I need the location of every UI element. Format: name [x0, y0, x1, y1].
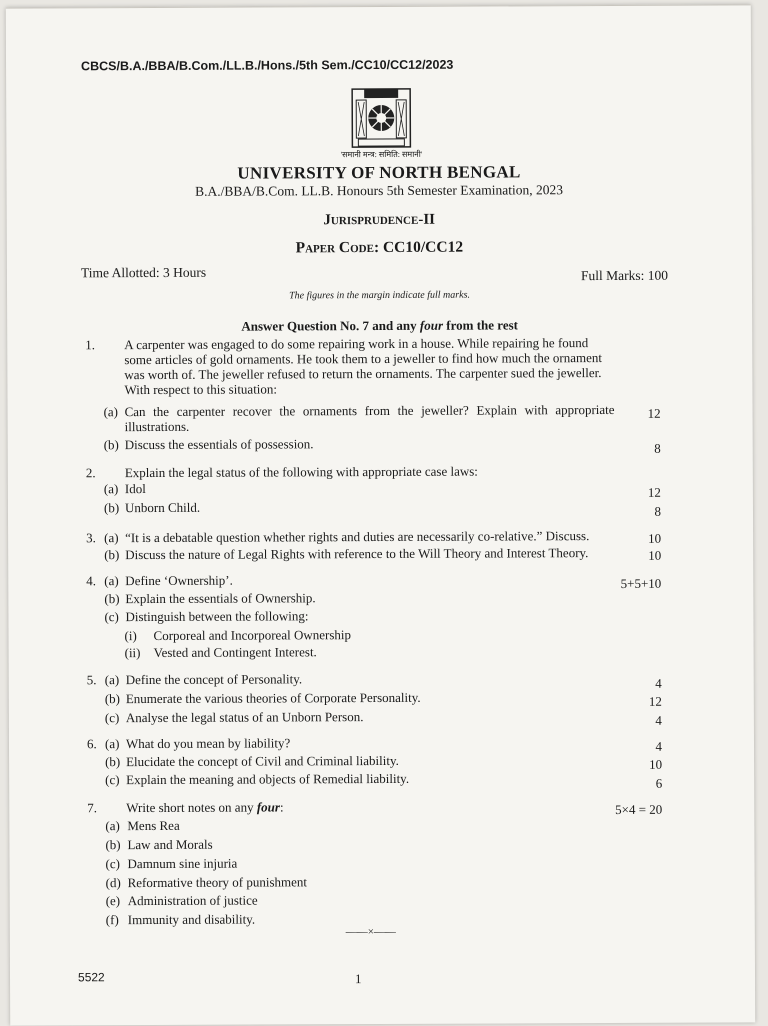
marks: 12: [648, 693, 662, 709]
part-label: (b): [104, 547, 120, 563]
part-label: (b): [103, 500, 120, 516]
marks: 5×4 = 20: [615, 801, 663, 817]
part-label: (a): [104, 736, 120, 752]
marks: 10: [648, 547, 662, 563]
note-label: (b): [105, 837, 121, 853]
part-text: Explain the meaning and objects of Remedial liability.: [126, 770, 410, 788]
part-label: (b): [105, 754, 121, 770]
note-text: Law and Morals: [127, 836, 213, 853]
subject-title: Jurisprudence-II: [323, 211, 436, 229]
note-label: (f): [105, 912, 119, 928]
question-stem: A carpenter was engaged to do some repairing work in a house. While repairing he found some articles of gold ornaments. He took them to a jeweller to find how much the ornament was worth of. The jeweller refused to return the ornaments. The carpenter sued the jeweller. With respect to this situation:: [124, 335, 602, 398]
part-text: Define the concept of Personality.: [125, 671, 303, 688]
full-marks: Full Marks: 100: [580, 267, 668, 284]
question-number: 3.: [86, 530, 96, 546]
university-motto: 'समानी मन्त्र: समिति: समानी': [340, 149, 423, 160]
paper-code-line: CBCS/B.A./BBA/B.Com./LL.B./Hons./5th Sem./CC10/CC12/2023: [81, 57, 454, 74]
part-label: (a): [104, 573, 119, 589]
part-label: (c): [104, 609, 119, 625]
paper-edge: [6, 4, 751, 8]
part-text: Elucidate the concept of Civil and Criminal liability.: [126, 752, 399, 770]
part-label: (a): [104, 530, 119, 546]
marks: 12: [647, 405, 661, 421]
question-number: 5.: [86, 672, 97, 688]
instruction-pre: Answer Question No. 7 and any: [241, 317, 420, 334]
marks: 8: [654, 440, 661, 456]
stem-post: :: [279, 799, 284, 815]
part-label: (b): [103, 437, 119, 453]
part-text: Discuss the essentials of possession.: [124, 436, 314, 453]
note-text: Mens Rea: [127, 817, 180, 834]
stem-emphasis: four: [256, 799, 280, 815]
part-text: What do you mean by liability?: [125, 735, 291, 752]
note-text: Reformative theory of punishment: [127, 874, 308, 891]
university-logo: [342, 88, 420, 150]
question-number: 4.: [86, 573, 97, 589]
part-label: (c): [105, 772, 120, 788]
marks: 4: [655, 675, 662, 691]
marks: 8: [654, 503, 662, 519]
paper-serial: 5522: [77, 970, 105, 985]
exam-title: B.A./BBA/B.Com. LL.B. Honours 5th Semester Examination, 2023: [195, 182, 564, 199]
marks: 4: [655, 712, 662, 728]
question-number: 2.: [85, 465, 96, 481]
part-text: “It is a debatable question whether rights and duties are necessarily co-relative.” Discuss.: [125, 528, 590, 546]
question-number: 6.: [86, 736, 97, 752]
question-number: 7.: [87, 800, 98, 816]
note-text: Immunity and disability.: [127, 911, 256, 928]
part-label: (a): [103, 404, 119, 420]
note-label: (a): [105, 818, 120, 834]
part-text: Can the carpenter recover the ornaments from the jeweller? Explain with appropriate illustrations.: [124, 401, 615, 435]
part-text: Define ‘Ownership’.: [125, 572, 233, 589]
part-text: Discuss the nature of Legal Rights with reference to the Will Theory and Interest Theory.: [125, 545, 589, 563]
note-text: Administration of justice: [127, 892, 258, 909]
marks: 5+5+10: [620, 575, 662, 591]
marks: 12: [647, 484, 661, 500]
question-paper-sheet: [6, 4, 755, 1025]
subpart-label: (i): [124, 628, 137, 644]
part-label: (b): [104, 691, 121, 707]
subpart-label: (ii): [124, 645, 141, 661]
university-name: UNIVERSITY OF NORTH BENGAL: [237, 162, 521, 183]
instruction: [7, 316, 752, 335]
stem-pre: Write short notes on any: [126, 799, 257, 816]
end-separator: ——×——: [345, 925, 396, 939]
note-text: Damnum sine injuria: [127, 855, 238, 872]
marks: 4: [655, 738, 663, 754]
note-label: (c): [105, 856, 120, 872]
subpart-text: Vested and Contingent Interest.: [153, 644, 317, 660]
part-label: (a): [104, 672, 120, 688]
margin-note: The figures in the margin indicate full marks.: [289, 289, 471, 302]
marks: 6: [655, 775, 663, 791]
time-allotted: Time Allotted: 3 Hours: [80, 264, 207, 281]
instruction-emphasis: four: [419, 317, 444, 333]
part-text: Unborn Child.: [124, 499, 201, 516]
marks: 10: [648, 530, 662, 546]
part-text: Distinguish between the following:: [125, 608, 309, 625]
page-number: 1: [354, 971, 362, 987]
part-label: (b): [104, 591, 120, 607]
logo-seal-icon: [342, 88, 420, 150]
part-label: (a): [103, 481, 119, 497]
question-stem: [126, 798, 616, 815]
part-text: Explain the essentials of Ownership.: [125, 590, 316, 607]
question-number: 1.: [85, 337, 96, 353]
part-text: Analyse the legal status of an Unborn Person.: [125, 709, 364, 726]
note-label: (e): [105, 893, 121, 909]
instruction-post: from the rest: [442, 317, 519, 333]
part-text: Enumerate the various theories of Corporate Personality.: [125, 689, 421, 707]
part-text: Idol: [124, 481, 146, 497]
part-label: (c): [104, 710, 120, 726]
marks: 10: [649, 756, 663, 772]
paper-code: Paper Code: CC10/CC12: [295, 238, 464, 257]
subpart-text: Corporeal and Incorporeal Ownership: [153, 627, 352, 643]
question-stem: Explain the legal status of the following with appropriate case laws:: [124, 463, 478, 481]
note-label: (d): [105, 875, 121, 891]
